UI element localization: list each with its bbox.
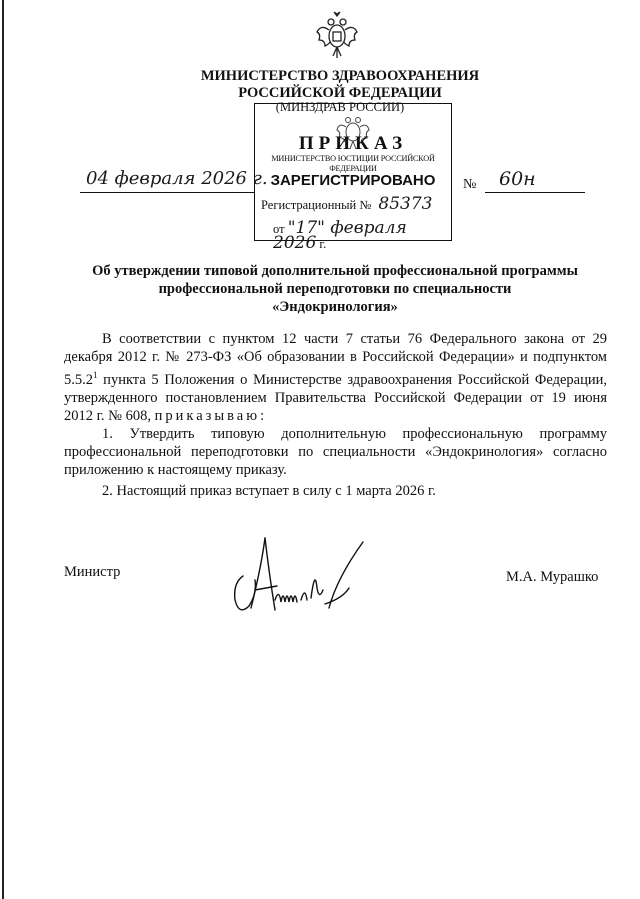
ministry-line-1: МИНИСТЕРСТВО ЗДРАВООХРАНЕНИЯ	[200, 68, 480, 84]
document-type: ПРИКАЗ	[298, 133, 408, 154]
order-date-field	[80, 168, 268, 193]
stamp-registered: ЗАРЕГИСТРИРОВАНО	[270, 172, 436, 189]
stamp-registration-date	[273, 218, 451, 253]
order-number-field	[463, 168, 588, 194]
reg-date-prefix: от	[273, 222, 285, 236]
title-line-2: профессиональной переподготовки по специальности	[158, 281, 512, 297]
order-number-underline	[485, 192, 585, 193]
scan-border	[2, 0, 4, 899]
coat-of-arms-icon	[315, 10, 359, 60]
stamp-registration-number	[261, 194, 451, 214]
ministry-line-2: РОССИЙСКОЙ ФЕДЕРАЦИИ	[238, 85, 442, 101]
minister-title: Министр	[64, 564, 121, 580]
item-2: 2. Настоящий приказ вступает в силу с 1 марта 2026 г.	[102, 482, 436, 499]
ministry-short-name: (МИНЗДРАВ РОССИИ)	[275, 100, 405, 114]
title-line-1: Об утверждении типовой дополнительной профессиональной программы	[92, 263, 578, 279]
orders-word: приказываю:	[154, 407, 268, 424]
handwritten-signature	[225, 528, 375, 620]
reg-date-value: "17" февраля 2026	[273, 218, 407, 253]
registration-stamp	[254, 103, 452, 253]
stamp-ministry: МИНИСТЕРСТВО ЮСТИЦИИ РОССИЙСКОЙ ФЕДЕРАЦИИ	[271, 154, 435, 173]
reg-number-label: Регистрационный №	[261, 198, 372, 212]
reg-number-value: 85373	[378, 194, 433, 214]
order-date: 04 февраля 2026 г.	[86, 168, 268, 189]
preamble-continuation: пункта 5 Положения о Министерстве здравоохранения Российской Федерации, утвержденного постановлением Правительства Российской Федерации от 19 июня 2012 г. № 608,	[64, 371, 607, 424]
preamble-text: В соответствии с пунктом 12 части 7 статьи 76 Федерального закона от 29 декабря 2012 г. № 273-ФЗ «Об образовании в Российской Федерации» и подпунктом 5.5.2	[64, 331, 607, 388]
minister-name: М.А. Мурашко	[506, 569, 599, 585]
order-number: 60н	[499, 168, 536, 190]
document-title	[70, 262, 600, 316]
order-number-label: №	[463, 177, 477, 192]
reg-date-suffix: г.	[319, 237, 327, 251]
ministry-name	[180, 68, 500, 102]
item-1: 1. Утвердить типовую дополнительную профессиональную программу профессиональной переподготовки по специальности «Эндокринология» согласно приложению к настоящему приказу.	[64, 425, 607, 478]
preamble-paragraph	[64, 330, 607, 425]
document-body	[64, 330, 607, 500]
preamble-footnote-mark: 1	[93, 370, 98, 380]
title-line-3: «Эндокринология»	[272, 299, 398, 315]
